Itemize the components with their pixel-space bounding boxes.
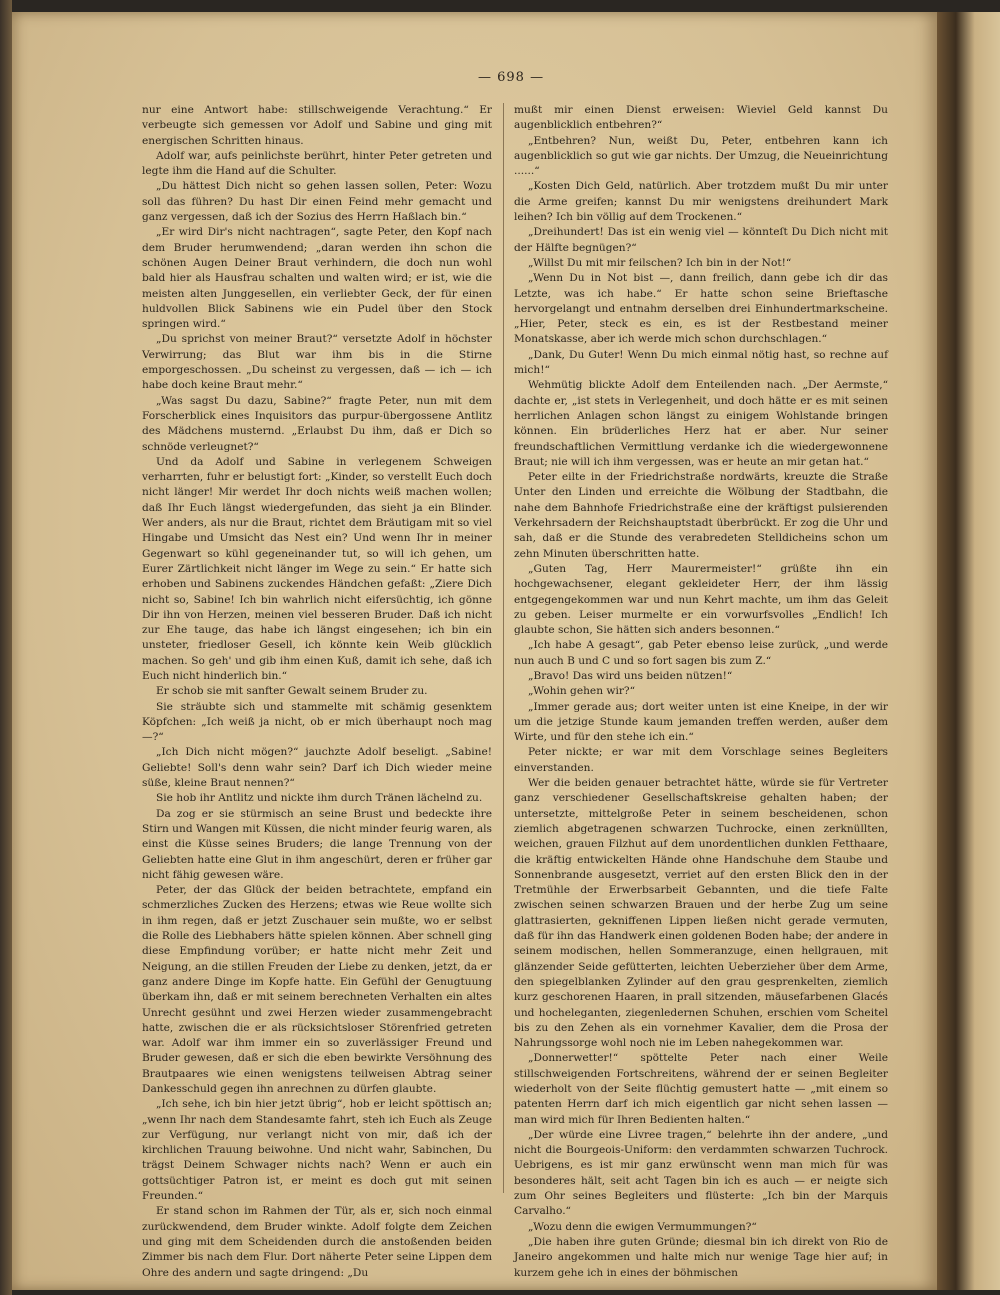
paragraph: Peter nickte; er war mit dem Vorschlage seines Begleiters einverstanden. — [514, 746, 888, 774]
right-text-column — [514, 103, 888, 1281]
paragraph: „Dreihundert! Das ist ein wenig viel — könnteſt Du Dich nicht mit der Hälfte begnügen?“ — [514, 226, 888, 254]
paragraph: „Die haben ihre guten Gründe; diesmal bin ich direkt von Rio de Janeiro angekommen und halte mich nur wenige Tage hier auf; in kurzem gehe ich in eines der böhmischen — [514, 1235, 888, 1279]
paragraph: „Wohin gehen wir?“ — [528, 685, 636, 698]
paragraph: „Du hättest Dich nicht so gehen lassen sollen, Peter: Wozu soll das führen? Du hast Dir einen Feind mehr gemacht und ganz vergessen, daß ich der Sozius des Herrn Haßlach bin.“ — [142, 180, 492, 224]
page-number: — 698 — — [478, 70, 545, 85]
paragraph: Wehmütig blickte Adolf dem Enteilenden nach. „Der Aermste,“ dachte er, „ist stets in Verlegenheit, und doch hätte er es mit seinen herrlichen Anlagen schon längst zu einigem Wohlstande bringen können. Ein brüderliches Herz hat er aber. Nur seiner freundschaftlichen Vermittlung verdanke ich die wiedergewonnene Braut; nie will ich ihm vergessen, was er heute an mir getan hat.“ — [514, 379, 888, 468]
paragraph: Peter, der das Glück der beiden betrachtete, empfand ein schmerzliches Zucken des Herzens; etwas wie Reue wollte sich in ihm regen, daß er jetzt Zuschauer sein mußte, wo er selbst die Rolle des Liebhabers hätte spielen können. Aber schnell ging diese Empfindung vorüber; er hatte nicht mehr Zeit und Neigung, an die stillen Freuden der Liebe zu denken, jetzt, da er ganz andere Dinge im Kopfe hatte. Ein Gefühl der Genugtuung überkam ihn, daß er mit seinem berechneten Verhalten ein altes Unrecht gesühnt und zwei Herzen wieder zusammengebracht hatte, zwischen die er als rücksichtsloser Störenfried getreten war. Adolf war ihm immer ein so zuverlässiger Freund und Bruder gewesen, daß er sich die eben bewirkte Versöhnung des Brautpaares wie einen wenigstens teilweisen Abtrag seiner Dankesschuld gegen ihn anrechnen zu dürfen glaubte. — [142, 884, 492, 1095]
paragraph: „Kosten Dich Geld, natürlich. Aber trotzdem mußt Du mir unter die Arme greifen; kannst Du mir wenigstens dreihundert Mark leihen? Ich bin völlig auf dem Trockenen.“ — [514, 180, 888, 224]
paragraph: „Du sprichst von meiner Braut?“ versetzte Adolf in höchster Verwirrung; das Blut war ihm bis in die Stirne emporgeschossen. „Du scheinst zu vergessen, daß — ich — ich habe doch keine Braut mehr.“ — [142, 333, 492, 392]
paragraph: „Wenn Du in Not bist —, dann freilich, dann gebe ich dir das Letzte, was ich habe.“ Er hatte schon seine Brieftasche hervorgelangt und entnahm derselben drei Einhundertmarkscheine. „Hier, Peter, steck es ein, es ist der Restbestand meiner Monatskasse, aber ich werde mich schon durchschlagen.“ — [514, 272, 888, 346]
paragraph: „Donnerwetter!“ spöttelte Peter nach einer Weile stillschweigenden Fortschreitens, während der er seinen Begleiter wiederholt von der Seite flüchtig gemustert hatte — „mit einem so patenten Herrn darf ich mich eigentlich gar nicht sehen lassen — man wird mich für Ihren Bedienten halten.“ — [514, 1052, 888, 1126]
paragraph: „Wozu denn die ewigen Vermummungen?“ — [528, 1220, 757, 1233]
paragraph: Peter eilte in der Friedrichstraße nordwärts, kreuzte die Straße Unter den Linden und erreichte die Wölbung der Stadtbahn, die nahe dem Bahnhofe Friedrichstraße eine der kräftigst pulsierenden Verkehrsadern der Reichshauptstadt überbrückt. Er zog die Uhr und sah, daß er die Stunde des verabredeten Stelldicheins schon um zehn Minuten überschritten hatte. — [514, 471, 888, 560]
paragraph: „Bravo! Das wird uns beiden nützen!“ — [528, 669, 733, 682]
paragraph: „Er wird Dir's nicht nachtragen“, sagte Peter, den Kopf nach dem Bruder herumwendend; „daran werden ihn schon die schönen Augen Deiner Braut verhindern, die doch nun wohl bald hier als Hausfrau schalten und walten wird; er ist, wie die meisten alten Junggesellen, ein verliebter Geck, der für einen huldvollen Blick Sabinens wie ein Pudel über den Stock springen wird.“ — [142, 226, 492, 331]
paragraph: „Entbehren? Nun, weißt Du, Peter, entbehren kann ich augenblicklich so gut wie gar nichts. Der Umzug, die Neueinrichtung ......“ — [514, 134, 888, 178]
paragraph: Sie sträubte sich und stammelte mit schämig gesenktem Köpfchen: „Ich weiß ja nicht, ob er mich überhaupt noch mag —?“ — [142, 700, 492, 744]
paragraph: „Ich habe A gesagt“, gab Peter ebenso leise zurück, „und werde nun auch B und C und so fort sagen bis zum Z.“ — [514, 639, 888, 667]
paragraph: Adolf war, aufs peinlichste berührt, hinter Peter getreten und legte ihm die Hand auf die Schulter. — [142, 149, 492, 178]
paragraph: Er schob sie mit sanfter Gewalt seinem Bruder zu. — [156, 685, 428, 698]
paragraph: Sie hob ihr Antlitz und nickte ihm durch Tränen lächelnd zu. — [156, 792, 483, 805]
left-text-column — [142, 103, 492, 1281]
paragraph: „Ich sehe, ich bin hier jetzt übrig“, hob er leicht spöttisch an; „wenn Ihr nach dem Standesamte fahrt, steh ich Euch als Zeuge zur Verfügung, nur verlangt nicht von mir, daß ich der kirchlichen Trauung beiwohne. Und nicht wahr, Sabinchen, Du trägst Deinem Schwager nichts nach? Wenn er auch ein gottsüchtiger Patron ist, er meint es doch gut mit seinen Freunden.“ — [142, 1098, 492, 1203]
column-divider — [503, 103, 504, 1193]
paragraph: mußt mir einen Dienst erweisen: Wieviel Geld kannst Du augenblicklich entbehren?“ — [514, 104, 888, 132]
paragraph: Da zog er sie stürmisch an seine Brust und bedeckte ihre Stirn und Wangen mit Küssen, die nicht minder feurig waren, als einst die Küsse seines Bruders; die lange Trennung von der Geliebten hatte eine Glut in ihm angeschürt, deren er früher gar nicht fähig gewesen wäre. — [142, 807, 492, 881]
paragraph: „Willst Du mit mir feilschen? Ich bin in der Not!“ — [528, 256, 792, 269]
book-left-edge — [0, 0, 12, 1295]
paragraph: Er stand schon im Rahmen der Tür, als er, sich noch einmal zurückwendend, dem Bruder winkte. Adolf folgte dem Zeichen und ging mit dem Scheidenden durch die anstoßenden beiden Zimmer bis nach dem Flur. Dort näherte Peter seine Lippen dem Ohre des andern und sagte dringend: „Du — [142, 1205, 492, 1279]
paragraph: Wer die beiden genauer betrachtet hätte, würde sie für Vertreter ganz verschiedener Gesellschaftskreise gehalten haben; der untersetzte, mittelgroße Peter in seinem bescheidenen, schon ziemlich abgetragenen schwarzen Tuchrocke, einen zerknüllten, weichen, grauen Filzhut auf dem unordentlichen dunklen Fetthaare, die kräftig entwickelten Hände ohne Handschuhe dem Staube und Sonnenbrande ausgesetzt, verriet auf den ersten Blick den in der Tretmühle der Erwerbsarbeit Gebannten, und die tiefe Falte zwischen seinen schwarzen Brauen und der herbe Zug um seine glattrasierten, gekniffenen Lippen ließen nicht gerade vermuten, daß für ihn das Handwerk einen goldenen Boden habe; der andere in seinem modischen, hellen Sommeranzuge, einen hellgrauen, mit glänzender Seide gefütterten, leichten Ueberzieher über dem Arme, den spiegelblanken Zylinder auf den grau gesprenkelten, ziemlich kurz geschorenen Haaren, in prall sitzenden, mäusefarbenen Glacés und hocheleganten, ziegenledernen Schuhen, erschien vom Scheitel bis zu den Zehen als ein vornehmer Kavalier, dem die Prosa der Nahrungssorge wohl noch nie im Leben nahegekommen war. — [514, 777, 888, 1050]
paragraph: „Guten Tag, Herr Maurermeister!“ grüßte ihn ein hochgewachsener, elegant gekleideter Herr, der ihm lässig entgegengekommen war und nun Kehrt machte, um ihm das Geleit zu geben. Leiser murmelte er ein vorwurfsvolles „Endlich! Ich glaubte schon, Sie hätten sich anders besonnen.“ — [514, 562, 888, 637]
paragraph: „Was sagst Du dazu, Sabine?“ fragte Peter, nun mit dem Forscherblick eines Inquisitors das purpur-übergossene Antlitz des Mädchens musternd. „Erlaubst Du ihm, daß er Dich so schnöde verleugnet?“ — [142, 394, 492, 453]
paragraph: nur eine Antwort habe: stillschweigende Verachtung.“ Er verbeugte sich gemessen vor Adolf und Sabine und ging mit energischen Schritten hinaus. — [142, 104, 492, 147]
paragraph: „Dank, Du Guter! Wenn Du mich einmal nötig hast, so rechne auf mich!“ — [514, 348, 888, 377]
paragraph: „Der würde eine Livree tragen,“ belehrte ihn der andere, „und nicht die Bourgeois-Uniform: den verdammten schwarzen Tuchrock. Uebrigens, es ist mir ganz erwünscht wenn man mich für was besonderes hält, seit acht Tagen bin ich es auch — er neigte sich zum Ohr seines Begleiters und flüsterte: „Ich bin der Marquis Carvalho.“ — [514, 1128, 888, 1218]
paragraph: „Ich Dich nicht mögen?“ jauchzte Adolf beseligt. „Sabine! Geliebte! Soll's denn wahr sein? Darf ich Dich wieder meine süße, kleine Braut nennen?“ — [142, 746, 492, 790]
paragraph: Und da Adolf und Sabine in verlegenem Schweigen verharrten, fuhr er belustigt fort: „Kinder, so verstellt Euch doch nicht länger! Mir werdet Ihr doch nichts weiß machen wollen; daß Ihr Euch längst wiedergefunden, das sieht ja ein Blinder. Wer anders, als nur die Braut, richtet dem Bräutigam mit so viel Hingabe und Umsicht das Nest ein? Und wenn Ihr in meiner Gegenwart so kühl gegeneinander tut, so will ich gehen, um Eurer Zärtlichkeit nicht länger im Wege zu sein.“ Er hatte sich erhoben und Sabinens zuckendes Händchen gefaßt: „Ziere Dich nicht so, Sabine! Ich bin wahrlich nicht eifersüchtig, ich gönne Dir ihn von Herzen, meinen viel besseren Bruder. Daß ich nicht zur Ehe tauge, das habe ich längst eingesehen; ich bin ein unsteter, friedloser Gesell, ich könnte kein Weib glücklich machen. So geh' und gib ihm einen Kuß, damit ich sehe, daß ich Euch nicht hinderlich bin.“ — [142, 455, 492, 682]
book-spine — [937, 12, 1000, 1290]
paragraph: „Immer gerade aus; dort weiter unten ist eine Kneipe, in der wir um die jetzige Stunde kaum jemanden treffen werden, außer dem Wirte, und für den stehe ich ein.“ — [514, 700, 888, 744]
